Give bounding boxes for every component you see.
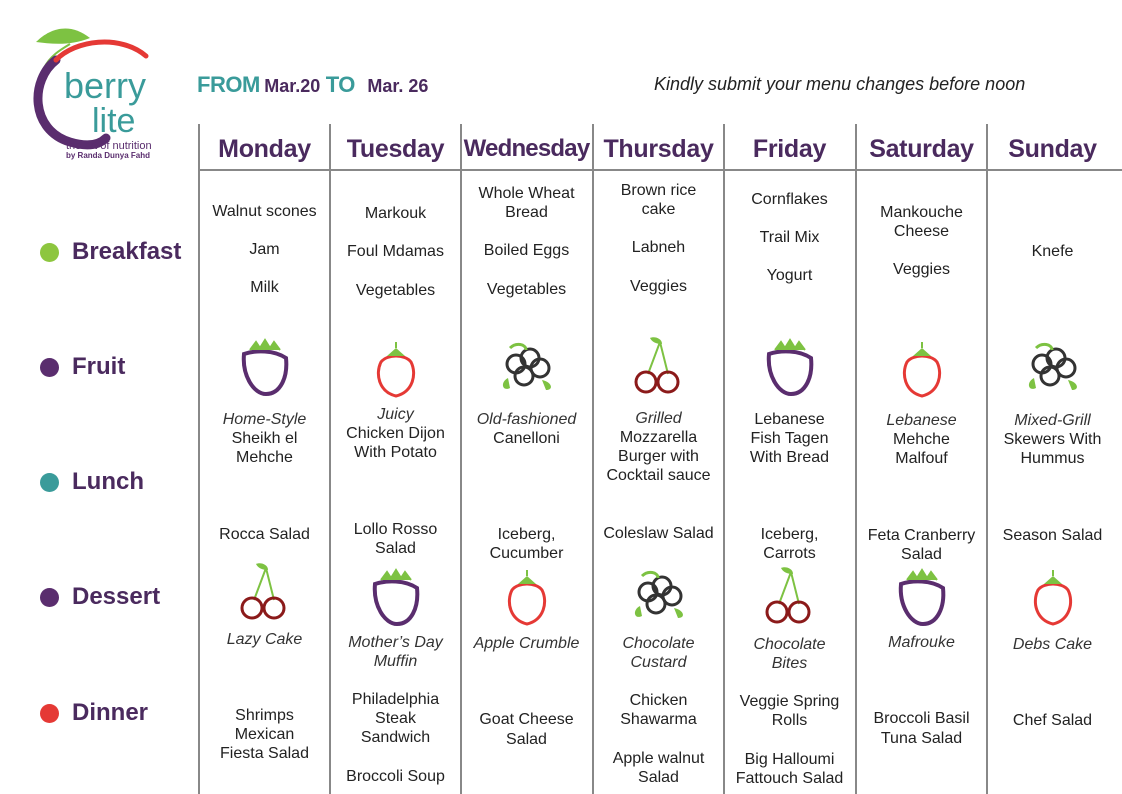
dinner-item: Salad [638, 769, 679, 786]
to-label: TO [325, 72, 355, 97]
lunch-italic: Grilled [635, 410, 682, 427]
salad-item: Rocca Salad [219, 526, 310, 543]
dessert-item: Muffin [373, 653, 418, 670]
purple-plum-icon [234, 336, 296, 398]
dinner-item: Veggie Spring [739, 693, 840, 710]
svg-text:lite: lite [92, 102, 136, 140]
lunch-item: Hummus [1020, 450, 1085, 467]
dinner-item: Chicken [629, 692, 688, 709]
dinner-item: Big Halloumi [744, 751, 835, 768]
breakfast-item: Cheese [893, 223, 950, 240]
green-dot-icon [40, 243, 59, 262]
breakfast-item: Foul Mdamas [347, 243, 444, 260]
meal-label-dinner: Dinner [40, 699, 148, 727]
dessert-item: Mafrouke [888, 634, 955, 651]
dessert-item: Chocolate [622, 635, 695, 652]
dessert-item: Mother’s Day [348, 634, 443, 651]
meal-label-fruit: Fruit [40, 353, 125, 381]
dessert-item: Debs Cake [1012, 636, 1093, 653]
from-label: FROM [197, 72, 260, 97]
lunch-item: Mehche [893, 431, 950, 448]
day-header-thursday: Thursday [603, 135, 714, 163]
breakfast-item: Vegetables [486, 281, 567, 298]
breakfast-item: Labneh [631, 239, 686, 256]
dinner-item: Tuna Salad [880, 730, 963, 747]
day-header-saturday: Saturday [869, 135, 974, 163]
salad-item: Season Salad [1002, 527, 1103, 544]
day-column-monday [199, 170, 330, 794]
lunch-italic: Home-Style [222, 411, 307, 428]
salad-item: Carrots [763, 545, 816, 562]
day-column-friday [724, 170, 855, 794]
strawberry-icon [365, 338, 427, 400]
dinner-item: Apple walnut [612, 750, 705, 767]
purple-dot-icon [40, 358, 59, 377]
breakfast-item: Boiled Eggs [483, 242, 570, 259]
breakfast-item: Yogurt [766, 267, 813, 284]
date-range [197, 72, 428, 98]
dinner-item: Steak [375, 710, 416, 727]
notice-text: Kindly submit your menu changes before noon [654, 74, 1026, 94]
lunch-item: Skewers With [1003, 431, 1102, 448]
breakfast-item: Veggies [630, 278, 687, 295]
day-column-saturday [856, 170, 987, 794]
breakfast-item: Whole Wheat [478, 185, 575, 202]
salad-item: Iceberg, [760, 526, 819, 543]
day-header-sunday: Sunday [1008, 135, 1097, 163]
tagline: the art of nutrition [66, 140, 152, 152]
dinner-item: Goat Cheese [479, 711, 574, 728]
to-date: Mar. 26 [367, 76, 429, 96]
salad-item: Feta Cranberry [867, 527, 976, 544]
lunch-italic: Juicy [377, 406, 414, 423]
lunch-item: Chicken Dijon [346, 425, 445, 442]
purple-plum-icon [365, 566, 427, 628]
dessert-item: Apple Crumble [473, 635, 580, 652]
salad-item: Cucumber [489, 545, 564, 562]
dinner-item: Philadelphia [351, 691, 440, 708]
breakfast-item: Veggies [893, 261, 950, 278]
dinner-item: Fiesta Salad [220, 745, 309, 762]
day-header-monday: Monday [218, 135, 311, 163]
day-column-thursday [593, 170, 724, 794]
breakfast-item: Cornflakes [751, 191, 828, 208]
dessert-item: Chocolate [753, 636, 826, 653]
breakfast-item: Vegetables [355, 282, 436, 299]
lunch-item: Malfouf [895, 450, 948, 467]
day-header-wednesday: Wednesday [463, 135, 590, 162]
dinner-item: Rolls [771, 712, 808, 729]
breakfast-item: Jam [249, 241, 280, 258]
dinner-item: Chef Salad [1012, 712, 1093, 729]
dinner-item: Mexican [234, 726, 295, 743]
lunch-italic: Old-fashioned [476, 411, 577, 428]
dessert-item: Bites [771, 655, 808, 672]
strawberry-icon [496, 566, 558, 628]
meal-label-breakfast: Breakfast [40, 238, 181, 266]
dinner-item: Salad [506, 731, 547, 748]
strawberry-icon [891, 338, 953, 400]
purple-dot-icon [40, 588, 59, 607]
byline: by Randa Dunya Fahd [66, 151, 151, 161]
svg-text:berry: berry [64, 65, 147, 106]
salad-item: Salad [375, 540, 416, 557]
lunch-item: Fish Tagen [750, 430, 829, 447]
breakfast-item: Mankouche [880, 204, 963, 221]
day-column-wednesday [461, 170, 592, 794]
lunch-item: Cocktail sauce [606, 467, 711, 484]
day-header-friday: Friday [752, 135, 827, 163]
meal-label-lunch: Lunch [40, 468, 144, 496]
day-header-tuesday: Tuesday [346, 135, 445, 163]
strawberry-icon [1022, 566, 1084, 628]
dessert-item: Custard [630, 654, 687, 671]
salad-item: Salad [901, 546, 942, 563]
logo-tagline [66, 140, 152, 161]
cherry-icon [759, 564, 821, 626]
breakfast-item: Bread [505, 204, 548, 221]
day-column-sunday [987, 170, 1118, 794]
lunch-item: Sheikh el [231, 430, 298, 447]
cherry-icon [234, 560, 296, 622]
lunch-italic: Mixed-Grill [1014, 412, 1091, 429]
dinner-item: Fattouch Salad [735, 770, 844, 787]
salad-item: Coleslaw Salad [603, 525, 714, 542]
cherry-icon [628, 334, 690, 396]
lunch-item: Mehche [236, 449, 293, 466]
breakfast-item: cake [641, 201, 676, 218]
breakfast-item: Walnut scones [212, 203, 317, 220]
berries-icon [496, 336, 558, 398]
dessert-item: Lazy Cake [226, 631, 303, 648]
purple-plum-icon [759, 336, 821, 398]
red-dot-icon [40, 704, 59, 723]
meal-label-dessert: Dessert [40, 583, 160, 611]
from-date: Mar.20 [264, 76, 321, 96]
purple-plum-icon [891, 566, 953, 628]
dinner-item: Broccoli Basil [873, 710, 970, 727]
breakfast-item: Markouk [364, 205, 427, 222]
salad-item: Lollo Rosso [353, 521, 438, 538]
lunch-item: Burger with [618, 448, 699, 465]
breakfast-item: Brown rice [620, 182, 697, 199]
salad-item: Iceberg, [497, 526, 556, 543]
berries-icon [1022, 336, 1084, 398]
lunch-item: With Bread [749, 449, 830, 466]
breakfast-item: Knefe [1031, 243, 1074, 260]
berries-icon [628, 564, 690, 626]
breakfast-item: Trail Mix [759, 229, 820, 246]
dinner-item: Shrimps [235, 707, 294, 724]
day-column-tuesday [330, 170, 461, 794]
dinner-item: Shawarma [620, 711, 697, 728]
lunch-italic: Lebanese [886, 412, 957, 429]
breakfast-item: Milk [250, 279, 279, 296]
lunch-item: Canelloni [493, 430, 560, 447]
teal-dot-icon [40, 473, 59, 492]
lunch-item: Lebanese [754, 411, 825, 428]
dinner-item: Sandwich [360, 729, 431, 746]
lunch-item: With Potato [354, 444, 437, 461]
dinner-item: Broccoli Soup [346, 768, 445, 785]
lunch-item: Mozzarella [619, 429, 698, 446]
